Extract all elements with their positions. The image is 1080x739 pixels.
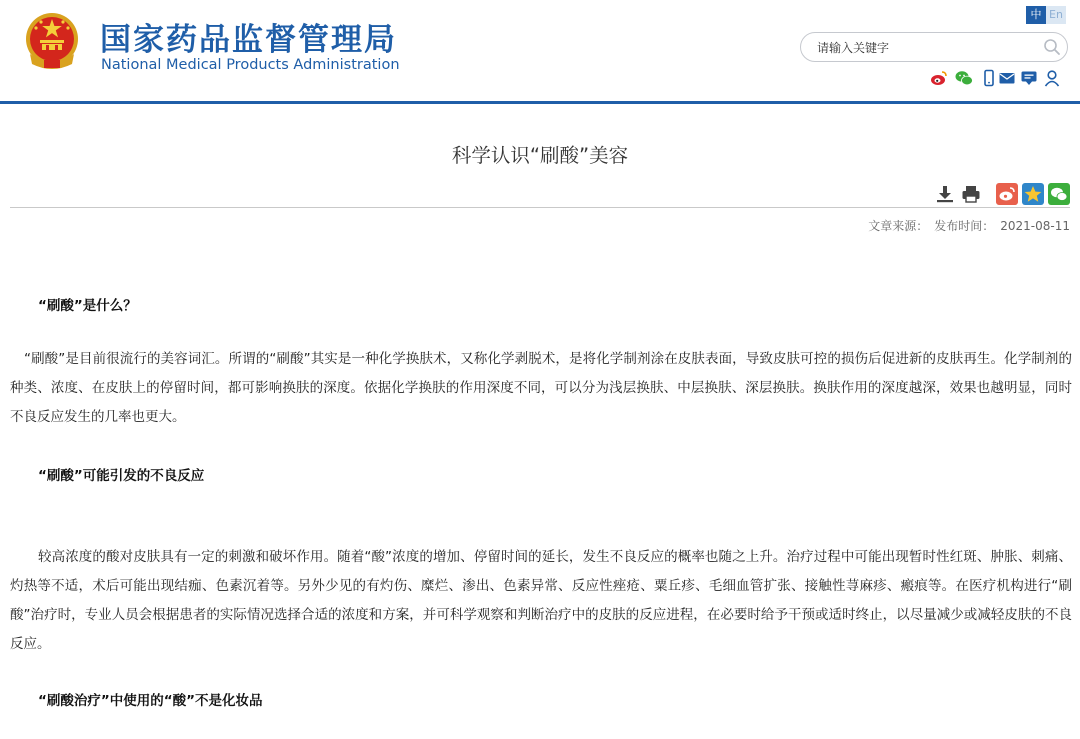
lang-zh-button[interactable]: 中 — [1026, 6, 1046, 24]
user-icon[interactable] — [1043, 69, 1061, 87]
share-wechat-icon[interactable] — [1048, 183, 1070, 205]
article-title: 科学认识“刷酸”美容 — [451, 144, 629, 167]
download-icon[interactable] — [934, 183, 956, 205]
wechat-icon[interactable] — [955, 69, 973, 87]
site-name-cn[interactable]: 国家药品监督管理局 — [100, 22, 397, 58]
search-icon[interactable] — [1043, 38, 1061, 56]
search-box — [800, 32, 1068, 62]
source-label: 文章来源： — [868, 219, 929, 233]
share-qzone-icon[interactable] — [1022, 183, 1044, 205]
publish-date: 2021-08-11 — [1000, 219, 1070, 233]
mobile-icon[interactable] — [980, 69, 998, 87]
section-body: 较高浓度的酸对皮肤具有一定的刺激和破坏作用。随着“酸”浓度的增加、停留时间的延长，发生不良反应的概率也随之上升。治疗过程中可能出现暂时性红斑、肿胀、刺痛、灼热等不适，术后可能出现结痂、色素沉着等。另外少见的有灼伤、糜烂、渗出、色素异常、反应性痤疮、粟丘疹、毛细血管扩张、接触性荨麻疹、瘢痕等。在医疗机构进行“刷酸”治疗时，专业人员会根据患者的实际情况选择合适的浓度和方案，并可科学观察和判断治疗中的皮肤的反应进程，在必要时给予干预或适时终止，以尽量减少或减轻皮肤的不良反应。 — [10, 549, 1072, 652]
site-header — [0, 0, 1080, 104]
section-heading: “刷酸”是什么？ — [38, 298, 137, 314]
section-body: “刷酸”是目前很流行的美容词汇。所谓的“刷酸”其实是一种化学换肤术，又称化学剥脱术，是将化学制剂涂在皮肤表面，导致皮肤可控的损伤后促进新的皮肤再生。化学制剂的种类、浓度、在皮肤上的停留时间，都可影响换肤的深度。依据化学换肤的作用深度不同，可以分为浅层换肤、中层换肤、深层换肤。换肤作用的深度越深，效果也越明显，同时不良反应发生的几率也更大。 — [10, 351, 1072, 425]
print-icon[interactable] — [960, 183, 982, 205]
national-emblem-logo[interactable] — [22, 10, 82, 72]
mail-icon[interactable] — [998, 69, 1016, 87]
section-heading: “刷酸治疗”中使用的“酸”不是化妆品 — [38, 693, 263, 709]
message-icon[interactable] — [1020, 69, 1038, 87]
article-divider — [10, 207, 1070, 208]
article-meta — [862, 217, 1070, 234]
search-input[interactable] — [815, 38, 1039, 58]
section-heading: “刷酸”可能引发的不良反应 — [38, 468, 205, 484]
weibo-icon[interactable] — [930, 69, 948, 87]
date-label: 发布时间： — [934, 219, 995, 233]
site-name-en[interactable]: National Medical Products Administration — [101, 57, 400, 73]
lang-en-button[interactable]: En — [1046, 6, 1066, 24]
header-divider — [0, 101, 1080, 104]
share-weibo-icon[interactable] — [996, 183, 1018, 205]
